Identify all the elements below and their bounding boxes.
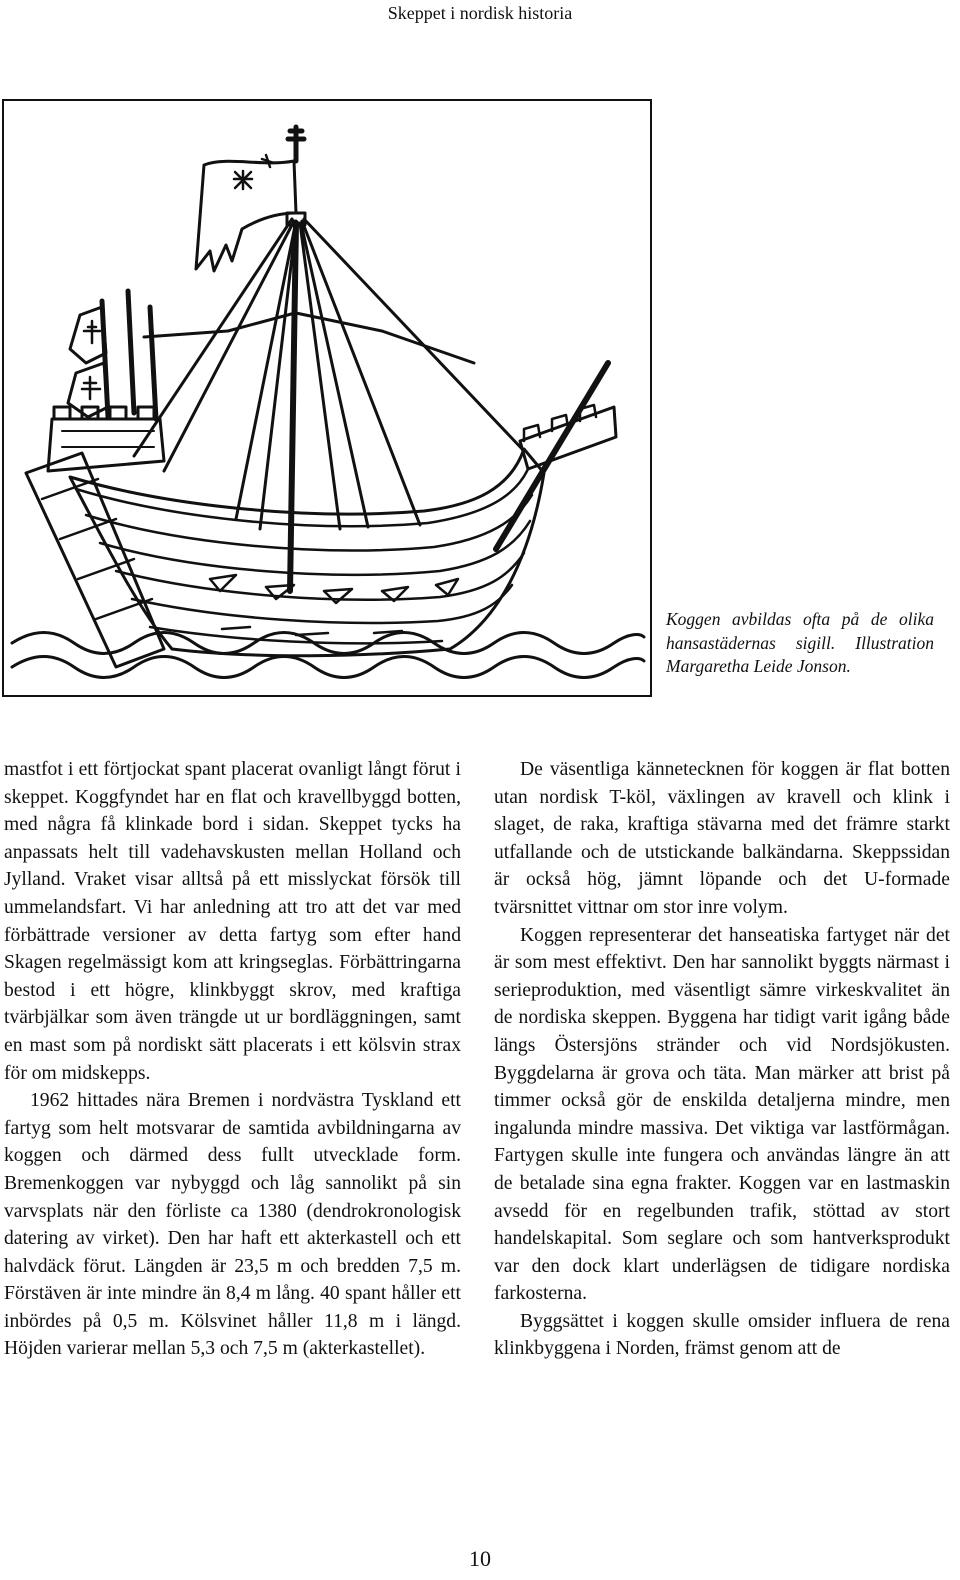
body-column-right: [494, 756, 950, 1363]
cog-ship-illustration: [4, 101, 650, 695]
figure-caption: Koggen avbildas ofta på de olika hansastädernas sigill. Illustration Margaretha Leide Jonson.: [666, 609, 934, 676]
figure-frame: [2, 99, 652, 697]
paragraph: mastfot i ett förtjockat spant placerat ovanligt långt förut i skeppet. Koggfyndet har en flat och kravellbyggd botten, med några få klinkade bord i sidan. Skeppet tycks ha anpassats helt till vadehavskusten mellan Holland och Jylland. Vraket visar alltså på ett misslyckat försök till ummelandsfart. Vi har anledning att tro att det var med förbättrade versioner av detta fartyg som efter hand Skagen regelmässigt kom att kringseglas. Förbättringarna bestod i ett högre, klinkbyggt skrov, med kraftiga tvärbjälkar som även trängde ut ur bordläggningen, samt en mast som på nordiskt sätt placerats i ett kölsvin strax för om midskepps.: [4, 759, 461, 1084]
body-column-left: [4, 756, 461, 1363]
running-header: Skeppet i nordisk historia: [387, 3, 573, 23]
page-number: 10: [469, 1546, 491, 1571]
paragraph: Byggsättet i koggen skulle omsider influera de rena klinkbyggena i Norden, främst genom att de: [494, 1310, 950, 1360]
paragraph: 1962 hittades nära Bremen i nordvästra Tyskland ett fartyg som helt motsvarar de samtida avbildningarna av koggen och därmed dess fullt utvecklade form. Bremenkoggen var nybyggd och låg sannolikt på sin varvsplats när den förliste ca 1380 (dendrokronologisk datering av virket). Den har haft ett akterkastell och ett halvdäck förut. Längden är 23,5 m och bredden 7,5 m. Förstäven är inte mindre än 8,4 m lång. 40 spant håller ett inbördes på 0,5 m. Kölsvinet håller 11,8 m i längd. Höjden varierar mellan 5,3 och 7,5 m (akterkastellet).: [4, 1090, 461, 1360]
paragraph: De väsentliga kännetecknen för koggen är flat botten utan nordisk T-köl, växlingen av kravell och klink i slaget, de raka, kraftiga stävarna med det främre starkt utfallande och de utstickande balkändarna. Skeppssidan är också hög, jämnt löpande och det U-formade tvärsnittet vittnar om stor inre volym.: [494, 759, 950, 918]
paragraph: Koggen representerar det hanseatiska fartyget när det är som mest effektivt. Den har sannolikt byggts närmast i serieproduktion, med väsentligt sämre virkeskvalitet än de nordiska skeppen. Byggena har tidigt varit igång både längs Östersjöns stränder och vid Nordsjökusten. Byggdelarna är grova och täta. Man märker att brist på timmer också gör de enskilda detaljerna mindre, men ingalunda mindre massiva. Det viktiga var lastförmågan. Fartygen skulle inte fungera och användas längre än att de betalade sina egna frakter. Koggen var en lastmaskin avsedd för en regelbunden trafik, stöttad av stort handelskapital. Som seglare och som hantverksprodukt var den dock klart underlägsen de tidigare nordiska farkosterna.: [494, 924, 950, 1305]
